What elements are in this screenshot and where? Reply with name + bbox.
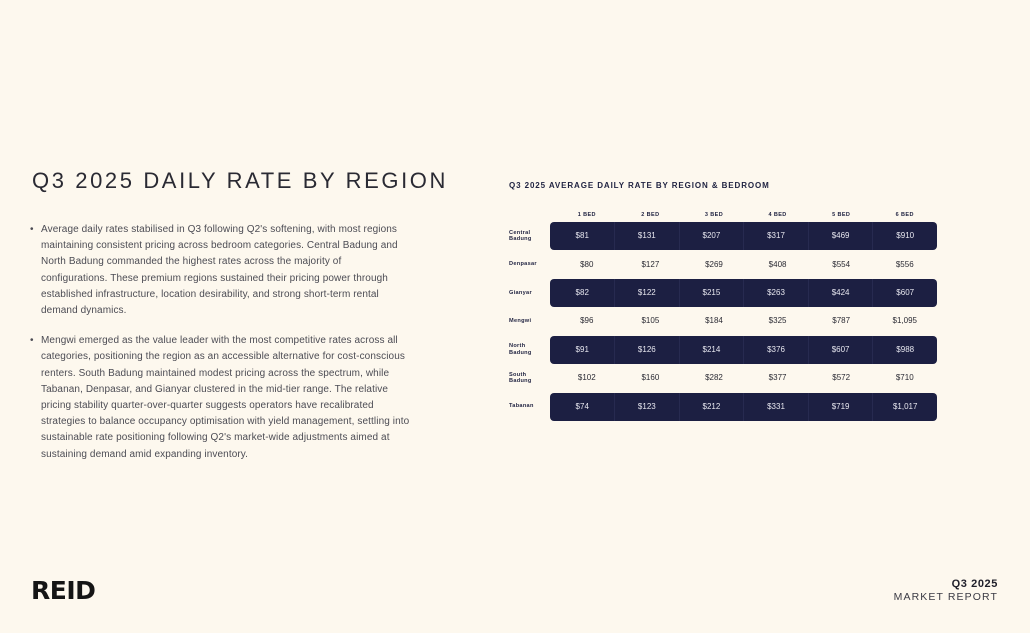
rate-cell: $331 xyxy=(744,393,809,421)
rate-cell: $207 xyxy=(680,222,745,250)
table-body xyxy=(509,222,937,421)
table-row xyxy=(509,222,937,250)
row-values xyxy=(550,336,937,364)
column-header: 2 BED xyxy=(641,212,660,218)
rate-cell: $123 xyxy=(615,393,680,421)
report-quarter: Q3 2025 xyxy=(951,578,998,590)
row-values xyxy=(550,279,937,307)
column-header: 3 BED xyxy=(704,212,724,218)
rate-cell: $377 xyxy=(768,373,787,383)
region-label: Central Badung xyxy=(509,229,532,243)
rate-cell: $1,017 xyxy=(892,401,918,411)
rate-cell: $126 xyxy=(615,336,680,364)
rate-cell: $988 xyxy=(896,344,915,354)
rate-cell: $556 xyxy=(895,259,914,269)
rate-cell: $131 xyxy=(615,222,680,250)
rate-cell: $325 xyxy=(768,316,787,326)
rate-cell: $607 xyxy=(809,336,874,364)
region-label: Gianyar xyxy=(509,289,532,296)
table-row xyxy=(509,250,937,278)
table-row xyxy=(509,364,937,392)
region-label: South Badung xyxy=(509,371,532,385)
rate-cell: $102 xyxy=(577,373,596,383)
page-title: Q3 2025 DAILY RATE BY REGION xyxy=(32,168,448,193)
commentary-list xyxy=(30,222,410,477)
rate-cell: $80 xyxy=(580,259,594,269)
rate-cell: $160 xyxy=(641,373,660,383)
commentary-bullet: • Average daily rates stabilised in Q3 following Q2's softening, with most regions maintaining consistent pricing across bedroom categories. Central Badung and North Badung commanded the highest rates across the majority of configurations. These premium regions sustained their pricing power through established infrastructure, location desirability, and strong short-term rental demand dynamics. xyxy=(30,222,410,319)
row-values xyxy=(555,364,937,392)
column-header: 4 BED xyxy=(768,212,787,218)
row-values xyxy=(555,251,937,279)
rate-cell: $215 xyxy=(680,279,745,307)
rate-cell: $81 xyxy=(550,222,615,250)
column-header: 6 BED xyxy=(895,212,914,218)
rate-cell: $554 xyxy=(832,259,851,269)
report-name: MARKET REPORT xyxy=(893,591,998,603)
rate-cell: $105 xyxy=(641,316,660,326)
rate-cell: $91 xyxy=(550,336,615,364)
rate-cell: $74 xyxy=(550,393,615,421)
rate-cell: $469 xyxy=(809,222,874,250)
rate-cell: $424 xyxy=(809,279,874,307)
daily-rate-table xyxy=(509,208,937,421)
rate-cell: $910 xyxy=(896,231,915,241)
commentary-bullet: • Mengwi emerged as the value leader with the most competitive rates across all categories, positioning the region as an accessible alternative for cost-conscious renters. South Badung maintained modest pricing across the spectrum, while Tabanan, Denpasar, and Gianyar clustered in the mid-tier range. The relative pricing stability quarter-over-quarter suggests operators have recalibrated strategies to balance occupancy optimisation with yield management, settling into sustainable rate positioning following Q2's market-wide adjustments aimed at sustaining demand amid expanding inventory. xyxy=(30,333,410,463)
region-label: North Badung xyxy=(509,343,532,356)
region-label: Denpasar xyxy=(509,261,537,268)
rate-cell: $317 xyxy=(744,222,809,250)
rate-cell: $376 xyxy=(744,336,809,364)
rate-cell: $607 xyxy=(896,287,915,297)
table-row xyxy=(509,336,937,364)
table-row xyxy=(509,307,937,335)
region-label: Tabanan xyxy=(509,403,534,410)
rate-cell: $572 xyxy=(832,373,851,383)
rate-cell: $710 xyxy=(895,373,914,383)
rate-cell: $96 xyxy=(580,316,594,326)
rate-cell: $214 xyxy=(680,336,745,364)
row-values xyxy=(555,307,937,335)
rate-cell: $184 xyxy=(705,316,723,326)
column-header: 5 BED xyxy=(832,212,851,218)
rate-cell: $212 xyxy=(680,393,745,421)
table-title: Q3 2025 AVERAGE DAILY RATE BY REGION & BEDROOM xyxy=(509,181,770,190)
rate-cell: $127 xyxy=(641,259,660,269)
rate-cell: $82 xyxy=(550,279,615,307)
rate-cell: $408 xyxy=(768,259,787,269)
rate-cell: $1,095 xyxy=(892,316,917,326)
rate-cell: $719 xyxy=(809,393,874,421)
report-identifier xyxy=(894,578,998,603)
rate-cell: $282 xyxy=(705,373,723,383)
table-row xyxy=(509,392,937,420)
region-label: Mengwi xyxy=(509,318,532,325)
column-header: 1 BED xyxy=(577,212,596,218)
row-values xyxy=(550,393,937,421)
rate-cell: $263 xyxy=(744,279,809,307)
rate-cell: $122 xyxy=(615,279,680,307)
table-row xyxy=(509,279,937,307)
rate-cell: $269 xyxy=(705,259,723,269)
reid-logo: REID xyxy=(31,576,96,605)
table-header-row xyxy=(509,208,937,222)
row-values xyxy=(550,222,937,250)
rate-cell: $787 xyxy=(832,316,851,326)
